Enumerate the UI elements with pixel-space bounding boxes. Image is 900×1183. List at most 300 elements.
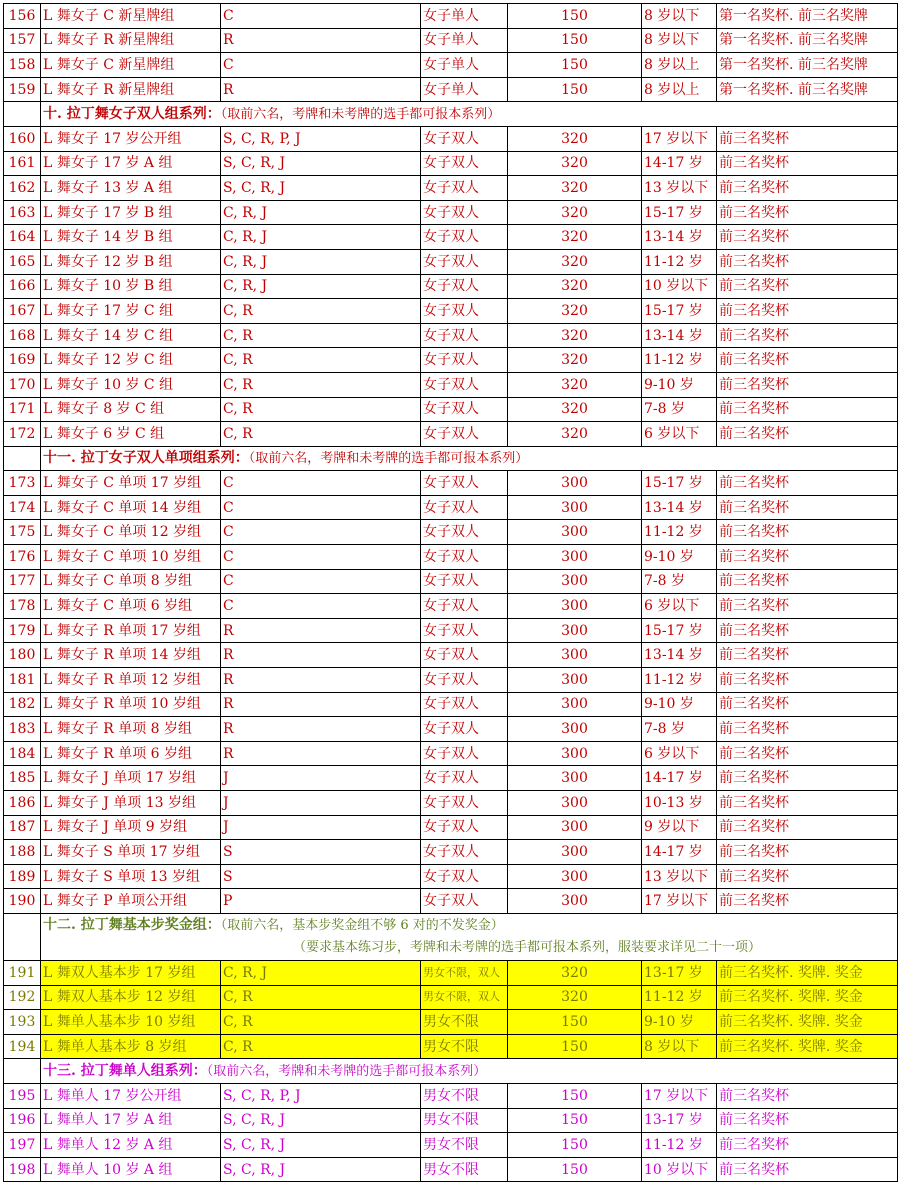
section-header-row — [4, 446, 898, 471]
competition-table — [3, 3, 898, 1182]
event-name: L 舞女子 S 单项 13 岁组 — [41, 864, 221, 889]
entry-fee: 320 — [508, 176, 642, 201]
entry-type: 女子双人 — [421, 520, 508, 545]
entry-fee: 320 — [508, 126, 642, 151]
entry-fee: 300 — [508, 569, 642, 594]
dance-list: S, C, R, J — [221, 151, 421, 176]
award: 第一名奖杯. 前三名奖牌 — [717, 77, 898, 102]
section-header — [41, 446, 898, 471]
event-name: L 舞女子 J 单项 9 岁组 — [41, 815, 221, 840]
row-number: 182 — [4, 692, 41, 717]
row-number: 198 — [4, 1157, 41, 1182]
table-row — [4, 53, 898, 78]
entry-type: 女子双人 — [421, 372, 508, 397]
dance-list: R — [221, 668, 421, 693]
award: 第一名奖杯. 前三名奖牌 — [717, 28, 898, 53]
section-title: 十三. 拉丁舞单人组系列： — [43, 1062, 207, 1079]
entry-fee: 300 — [508, 741, 642, 766]
entry-fee: 320 — [508, 225, 642, 250]
event-name: L 舞女子 J 单项 17 岁组 — [41, 766, 221, 791]
table-row — [4, 545, 898, 570]
table-row — [4, 1133, 898, 1158]
entry-type: 女子单人 — [421, 77, 508, 102]
age-group: 8 岁以上 — [642, 53, 717, 78]
age-group: 17 岁以下 — [642, 1083, 717, 1108]
entry-fee: 300 — [508, 471, 642, 496]
entry-type: 女子双人 — [421, 176, 508, 201]
dance-list: C — [221, 471, 421, 496]
row-number: 171 — [4, 397, 41, 422]
age-group: 9-10 岁 — [642, 545, 717, 570]
entry-type: 女子双人 — [421, 815, 508, 840]
table-row — [4, 692, 898, 717]
award: 前三名奖杯 — [717, 1108, 898, 1133]
dance-list: J — [221, 815, 421, 840]
entry-fee: 320 — [508, 249, 642, 274]
award: 前三名奖杯 — [717, 840, 898, 865]
entry-fee: 300 — [508, 692, 642, 717]
section-header — [41, 1059, 898, 1084]
row-number: 186 — [4, 791, 41, 816]
entry-fee: 300 — [508, 791, 642, 816]
event-name: L 舞双人基本步 17 岁组 — [41, 960, 221, 985]
event-name: L 舞单人 12 岁 A 组 — [41, 1133, 221, 1158]
event-name: L 舞单人 17 岁 A 组 — [41, 1108, 221, 1133]
entry-fee: 300 — [508, 668, 642, 693]
age-group: 11-12 岁 — [642, 348, 717, 373]
entry-type: 女子双人 — [421, 151, 508, 176]
entry-type: 男女不限，双人 — [421, 960, 508, 985]
award: 前三名奖杯 — [717, 741, 898, 766]
dance-list: C — [221, 594, 421, 619]
table-row — [4, 889, 898, 914]
age-group: 14-17 岁 — [642, 151, 717, 176]
row-number: 180 — [4, 643, 41, 668]
dance-list: C — [221, 4, 421, 29]
entry-type: 女子双人 — [421, 594, 508, 619]
entry-fee: 320 — [508, 985, 642, 1010]
entry-fee: 150 — [508, 1157, 642, 1182]
entry-type: 男女不限 — [421, 1157, 508, 1182]
entry-type: 女子双人 — [421, 299, 508, 324]
row-number: 184 — [4, 741, 41, 766]
award: 前三名奖杯 — [717, 1157, 898, 1182]
event-name: L 舞女子 P 单项公开组 — [41, 889, 221, 914]
dance-list: C — [221, 495, 421, 520]
table-row — [4, 348, 898, 373]
section-title: 十一. 拉丁女子双人单项组系列： — [43, 449, 249, 466]
entry-fee: 150 — [508, 1010, 642, 1035]
award: 前三名奖杯 — [717, 766, 898, 791]
entry-type: 女子双人 — [421, 323, 508, 348]
entry-type: 女子双人 — [421, 471, 508, 496]
dance-list: R — [221, 692, 421, 717]
event-name: L 舞双人基本步 12 岁组 — [41, 985, 221, 1010]
row-number: 168 — [4, 323, 41, 348]
entry-fee: 320 — [508, 960, 642, 985]
row-number: 160 — [4, 126, 41, 151]
event-name: L 舞女子 10 岁 C 组 — [41, 372, 221, 397]
event-name: L 舞女子 17 岁 A 组 — [41, 151, 221, 176]
section-title: 十. 拉丁舞女子双人组系列： — [43, 105, 221, 122]
award: 前三名奖杯 — [717, 643, 898, 668]
entry-type: 女子双人 — [421, 422, 508, 447]
row-number: 162 — [4, 176, 41, 201]
award: 前三名奖杯 — [717, 618, 898, 643]
dance-list: C, R — [221, 397, 421, 422]
entry-type: 女子双人 — [421, 864, 508, 889]
row-number: 176 — [4, 545, 41, 570]
table-row — [4, 1010, 898, 1035]
award: 前三名奖杯. 奖牌. 奖金 — [717, 1010, 898, 1035]
event-name: L 舞女子 14 岁 C 组 — [41, 323, 221, 348]
row-number: 193 — [4, 1010, 41, 1035]
table-row — [4, 960, 898, 985]
dance-list: C — [221, 569, 421, 594]
dance-list: C, R, J — [221, 274, 421, 299]
entry-fee: 150 — [508, 1133, 642, 1158]
table-row — [4, 520, 898, 545]
row-number: 187 — [4, 815, 41, 840]
event-name: L 舞女子 10 岁 B 组 — [41, 274, 221, 299]
event-name: L 舞女子 12 岁 B 组 — [41, 249, 221, 274]
row-number: 161 — [4, 151, 41, 176]
age-group: 13 岁以下 — [642, 864, 717, 889]
dance-list: R — [221, 28, 421, 53]
award: 前三名奖杯 — [717, 397, 898, 422]
entry-fee: 300 — [508, 717, 642, 742]
section-blank-cell — [4, 913, 41, 960]
age-group: 10-13 岁 — [642, 791, 717, 816]
dance-list: S, C, R, P, J — [221, 126, 421, 151]
dance-list: C — [221, 53, 421, 78]
award: 前三名奖杯 — [717, 594, 898, 619]
age-group: 14-17 岁 — [642, 840, 717, 865]
row-number: 156 — [4, 4, 41, 29]
event-name: L 舞女子 R 单项 14 岁组 — [41, 643, 221, 668]
entry-fee: 150 — [508, 28, 642, 53]
table-row — [4, 569, 898, 594]
age-group: 8 岁以下 — [642, 4, 717, 29]
event-name: L 舞女子 12 岁 C 组 — [41, 348, 221, 373]
row-number: 175 — [4, 520, 41, 545]
entry-type: 女子双人 — [421, 717, 508, 742]
entry-type: 男女不限 — [421, 1034, 508, 1059]
award: 前三名奖杯 — [717, 151, 898, 176]
table-row — [4, 126, 898, 151]
row-number: 185 — [4, 766, 41, 791]
award: 前三名奖杯 — [717, 889, 898, 914]
event-name: L 舞女子 R 单项 6 岁组 — [41, 741, 221, 766]
dance-list: C, R — [221, 323, 421, 348]
section-note: （取前六名，基本步奖金组不够 6 对的不发奖金） — [220, 918, 504, 934]
award: 前三名奖杯 — [717, 200, 898, 225]
award: 前三名奖杯 — [717, 815, 898, 840]
entry-type: 女子双人 — [421, 692, 508, 717]
age-group: 13 岁以下 — [642, 176, 717, 201]
section-header-row — [4, 102, 898, 127]
dance-list: R — [221, 77, 421, 102]
age-group: 6 岁以下 — [642, 594, 717, 619]
table-row — [4, 618, 898, 643]
award: 前三名奖杯 — [717, 249, 898, 274]
award: 前三名奖杯 — [717, 176, 898, 201]
award: 第一名奖杯. 前三名奖牌 — [717, 53, 898, 78]
dance-list: P — [221, 889, 421, 914]
event-name: L 舞女子 C 新星牌组 — [41, 4, 221, 29]
table-row — [4, 4, 898, 29]
entry-type: 女子双人 — [421, 274, 508, 299]
table-row — [4, 151, 898, 176]
award: 前三名奖杯 — [717, 668, 898, 693]
dance-list: C, R — [221, 348, 421, 373]
dance-list: C, R, J — [221, 960, 421, 985]
age-group: 13-17 岁 — [642, 1108, 717, 1133]
row-number: 197 — [4, 1133, 41, 1158]
award: 前三名奖杯 — [717, 299, 898, 324]
entry-type: 男女不限，双人 — [421, 985, 508, 1010]
row-number: 173 — [4, 471, 41, 496]
table-row — [4, 28, 898, 53]
entry-fee: 300 — [508, 864, 642, 889]
event-name: L 舞女子 C 单项 14 岁组 — [41, 495, 221, 520]
table-row — [4, 766, 898, 791]
age-group: 10 岁以下 — [642, 274, 717, 299]
entry-type: 男女不限 — [421, 1010, 508, 1035]
age-group: 8 岁以下 — [642, 28, 717, 53]
age-group: 13-14 岁 — [642, 323, 717, 348]
entry-type: 男女不限 — [421, 1108, 508, 1133]
event-name: L 舞单人基本步 8 岁组 — [41, 1034, 221, 1059]
dance-list: S, C, R, J — [221, 176, 421, 201]
entry-fee: 300 — [508, 594, 642, 619]
award: 前三名奖杯 — [717, 791, 898, 816]
entry-fee: 320 — [508, 200, 642, 225]
entry-type: 女子双人 — [421, 200, 508, 225]
event-name: L 舞女子 13 岁 A 组 — [41, 176, 221, 201]
event-name: L 舞女子 14 岁 B 组 — [41, 225, 221, 250]
event-name: L 舞女子 R 单项 17 岁组 — [41, 618, 221, 643]
dance-list: S, C, R, J — [221, 1108, 421, 1133]
event-name: L 舞女子 8 岁 C 组 — [41, 397, 221, 422]
table-body — [4, 4, 898, 1182]
award: 前三名奖杯 — [717, 126, 898, 151]
entry-type: 女子双人 — [421, 741, 508, 766]
section-note: （取前六名，考牌和未考牌的选手都可报本系列） — [206, 1063, 487, 1079]
entry-fee: 300 — [508, 545, 642, 570]
entry-type: 女子双人 — [421, 840, 508, 865]
dance-list: R — [221, 643, 421, 668]
entry-type: 女子双人 — [421, 126, 508, 151]
section-header-row — [4, 913, 898, 960]
dance-list: R — [221, 741, 421, 766]
row-number: 177 — [4, 569, 41, 594]
award: 前三名奖杯 — [717, 323, 898, 348]
event-name: L 舞女子 S 单项 17 岁组 — [41, 840, 221, 865]
age-group: 13-17 岁 — [642, 960, 717, 985]
age-group: 10 岁以下 — [642, 1157, 717, 1182]
event-name: L 舞单人 17 岁公开组 — [41, 1083, 221, 1108]
dance-list: C, R — [221, 299, 421, 324]
entry-fee: 320 — [508, 299, 642, 324]
table-row — [4, 1083, 898, 1108]
entry-fee: 320 — [508, 274, 642, 299]
table-row — [4, 397, 898, 422]
age-group: 15-17 岁 — [642, 200, 717, 225]
age-group: 9 岁以下 — [642, 815, 717, 840]
table-row — [4, 274, 898, 299]
entry-type: 女子双人 — [421, 643, 508, 668]
age-group: 11-12 岁 — [642, 668, 717, 693]
entry-fee: 320 — [508, 372, 642, 397]
dance-list: R — [221, 717, 421, 742]
entry-fee: 150 — [508, 53, 642, 78]
event-name: L 舞女子 6 岁 C 组 — [41, 422, 221, 447]
table-row — [4, 77, 898, 102]
entry-fee: 300 — [508, 643, 642, 668]
age-group: 9-10 岁 — [642, 692, 717, 717]
event-name: L 舞女子 R 单项 10 岁组 — [41, 692, 221, 717]
row-number: 189 — [4, 864, 41, 889]
entry-type: 女子双人 — [421, 545, 508, 570]
row-number: 196 — [4, 1108, 41, 1133]
row-number: 170 — [4, 372, 41, 397]
entry-type: 女子双人 — [421, 495, 508, 520]
age-group: 7-8 岁 — [642, 569, 717, 594]
event-name: L 舞女子 R 单项 12 岁组 — [41, 668, 221, 693]
entry-type: 女子双人 — [421, 348, 508, 373]
entry-fee: 300 — [508, 618, 642, 643]
dance-list: C, R — [221, 985, 421, 1010]
section-note: （取前六名，考牌和未考牌的选手都可报本系列） — [220, 106, 501, 122]
award: 前三名奖杯 — [717, 225, 898, 250]
age-group: 6 岁以下 — [642, 422, 717, 447]
award: 前三名奖杯 — [717, 717, 898, 742]
entry-fee: 320 — [508, 397, 642, 422]
table-row — [4, 495, 898, 520]
row-number: 164 — [4, 225, 41, 250]
table-row — [4, 643, 898, 668]
event-name: L 舞女子 C 单项 17 岁组 — [41, 471, 221, 496]
section-note-2: （要求基本练习步，考牌和未考牌的选手都可报本系列，服装要求详见二十一项） — [293, 940, 762, 956]
entry-type: 女子单人 — [421, 4, 508, 29]
entry-type: 男女不限 — [421, 1083, 508, 1108]
event-name: L 舞女子 C 单项 12 岁组 — [41, 520, 221, 545]
entry-fee: 150 — [508, 1083, 642, 1108]
row-number: 165 — [4, 249, 41, 274]
entry-type: 女子单人 — [421, 53, 508, 78]
event-name: L 舞女子 R 新星牌组 — [41, 28, 221, 53]
event-name: L 舞单人基本步 10 岁组 — [41, 1010, 221, 1035]
age-group: 17 岁以下 — [642, 889, 717, 914]
entry-type: 女子双人 — [421, 766, 508, 791]
row-number: 195 — [4, 1083, 41, 1108]
dance-list: R — [221, 618, 421, 643]
age-group: 11-12 岁 — [642, 985, 717, 1010]
table-row — [4, 372, 898, 397]
entry-type: 女子双人 — [421, 249, 508, 274]
row-number: 163 — [4, 200, 41, 225]
entry-fee: 300 — [508, 889, 642, 914]
dance-list: S, C, R, J — [221, 1133, 421, 1158]
row-number: 172 — [4, 422, 41, 447]
entry-fee: 300 — [508, 766, 642, 791]
table-row — [4, 1034, 898, 1059]
table-row — [4, 815, 898, 840]
row-number: 169 — [4, 348, 41, 373]
age-group: 9-10 岁 — [642, 372, 717, 397]
age-group: 8 岁以下 — [642, 1034, 717, 1059]
event-name: L 舞女子 C 单项 6 岁组 — [41, 594, 221, 619]
event-name: L 舞女子 17 岁公开组 — [41, 126, 221, 151]
row-number: 167 — [4, 299, 41, 324]
award: 前三名奖杯 — [717, 692, 898, 717]
row-number: 190 — [4, 889, 41, 914]
age-group: 8 岁以上 — [642, 77, 717, 102]
age-group: 13-14 岁 — [642, 643, 717, 668]
dance-list: J — [221, 766, 421, 791]
table-row — [4, 249, 898, 274]
entry-fee: 150 — [508, 4, 642, 29]
award: 前三名奖杯 — [717, 471, 898, 496]
section-blank-cell — [4, 446, 41, 471]
table-row — [4, 422, 898, 447]
dance-list: C, R, J — [221, 225, 421, 250]
entry-type: 女子双人 — [421, 668, 508, 693]
table-row — [4, 840, 898, 865]
row-number: 191 — [4, 960, 41, 985]
table-row — [4, 471, 898, 496]
row-number: 178 — [4, 594, 41, 619]
award: 第一名奖杯. 前三名奖牌 — [717, 4, 898, 29]
row-number: 194 — [4, 1034, 41, 1059]
dance-list: C, R — [221, 372, 421, 397]
entry-type: 女子双人 — [421, 397, 508, 422]
table-row — [4, 668, 898, 693]
entry-type: 女子双人 — [421, 889, 508, 914]
entry-type: 男女不限 — [421, 1133, 508, 1158]
award: 前三名奖杯. 奖牌. 奖金 — [717, 985, 898, 1010]
entry-fee: 300 — [508, 520, 642, 545]
dance-list: C, R — [221, 1010, 421, 1035]
entry-type: 女子双人 — [421, 791, 508, 816]
event-name: L 舞女子 R 新星牌组 — [41, 77, 221, 102]
table-row — [4, 176, 898, 201]
age-group: 11-12 岁 — [642, 249, 717, 274]
event-name: L 舞女子 17 岁 B 组 — [41, 200, 221, 225]
event-name: L 舞女子 C 单项 8 岁组 — [41, 569, 221, 594]
section-header — [41, 102, 898, 127]
dance-list: S — [221, 840, 421, 865]
table-row — [4, 323, 898, 348]
row-number: 188 — [4, 840, 41, 865]
dance-list: C — [221, 520, 421, 545]
age-group: 9-10 岁 — [642, 1010, 717, 1035]
entry-type: 女子双人 — [421, 569, 508, 594]
dance-list: C, R, J — [221, 200, 421, 225]
row-number: 181 — [4, 668, 41, 693]
age-group: 15-17 岁 — [642, 471, 717, 496]
age-group: 15-17 岁 — [642, 618, 717, 643]
award: 前三名奖杯. 奖牌. 奖金 — [717, 960, 898, 985]
age-group: 17 岁以下 — [642, 126, 717, 151]
entry-fee: 300 — [508, 815, 642, 840]
section-note: （取前六名，考牌和未考牌的选手都可报本系列） — [248, 450, 529, 466]
entry-type: 女子单人 — [421, 28, 508, 53]
row-number: 179 — [4, 618, 41, 643]
entry-fee: 320 — [508, 323, 642, 348]
event-name: L 舞单人 10 岁 A 组 — [41, 1157, 221, 1182]
